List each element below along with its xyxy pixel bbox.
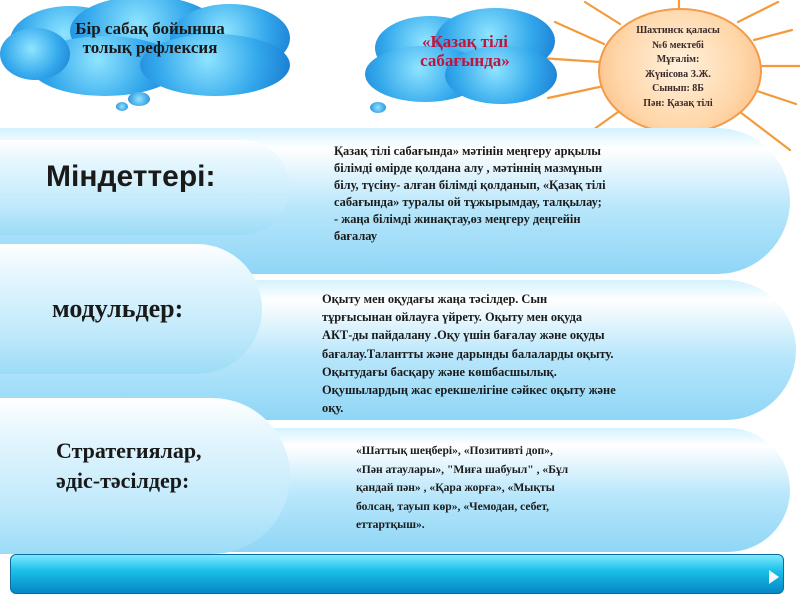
strategies-line: «Шаттық шеңбері», «Позитивті доп», <box>356 444 553 457</box>
sun-ray <box>738 2 778 22</box>
modules-line: бағалау.Талантты және дарынды балаларды оқыту. <box>322 346 614 361</box>
info-line: Мұғалім: <box>656 54 700 65</box>
tasks-content <box>334 143 606 245</box>
cloud-bubble <box>116 102 128 111</box>
strategies-line: қандай пән» , «Қара жорға», «Мықты <box>356 481 555 494</box>
strategies-line: еттартқыш». <box>356 518 425 531</box>
modules-line: тұрғысынан ойлауға үйрету. Оқыту мен оқуда <box>322 310 583 325</box>
strategies-line: «Пән атаулары», "Миға шабуыл" , «Бұл <box>356 462 569 476</box>
modules-line: АКТ-ды пайдалану .Оқу үшін бағалау және оқуды <box>322 328 605 343</box>
next-arrow-icon[interactable] <box>769 570 779 584</box>
strategies-label-line-1: Стратегиялар, <box>56 438 202 463</box>
lesson-line-2: сабағында» <box>420 50 510 70</box>
strategies-line: болсаң, тауып көр», «Чемодан, себет, <box>356 499 550 513</box>
cloud-bubble <box>128 92 150 106</box>
sun-ray <box>754 30 792 40</box>
info-line: Сынып: 8Б <box>652 83 704 94</box>
sun-ray <box>754 90 796 104</box>
modules-line: Оқытудағы басқару және көшбасшылық. <box>322 364 557 379</box>
modules-line: Оқыту мен оқудағы жаңа тәсілдер. Сын <box>322 292 548 306</box>
sun-ray <box>585 2 620 24</box>
info-line: №6 мектебі <box>652 39 704 51</box>
title-line-2: толық рефлексия <box>82 37 218 57</box>
cloud-bubble <box>370 102 386 113</box>
tasks-line: білу, түсіну- алған білімді қолданып, «Қазақ тілі <box>334 178 606 192</box>
info-text <box>610 24 746 111</box>
modules-content <box>322 290 616 417</box>
tasks-line: білімді өмірде қолдана алу , мәтіннің мазмұнын <box>334 161 603 175</box>
tasks-line: бағалау <box>334 229 378 243</box>
modules-line: Оқушылардың жас ерекшелігіне сәйкес оқыту және <box>322 383 616 398</box>
info-line: Пән: Қазақ тілі <box>643 97 713 109</box>
tasks-line: - жаңа білімді жинақтау,өз меңгеру деңгейін <box>334 212 581 226</box>
info-line: Шахтинск қаласы <box>636 25 720 36</box>
tasks-line: сабағында» туралы ой тұжырымдау, талқылау; <box>334 195 602 209</box>
strategies-content <box>356 442 568 535</box>
lesson-cloud-text <box>380 33 550 70</box>
tasks-label: Міндеттері: <box>46 160 216 193</box>
modules-line: оқу. <box>322 401 344 416</box>
title-line-1: Бір сабақ бойынша <box>75 19 225 38</box>
strategies-label-line-2: әдіс-тәсілдер: <box>56 468 190 493</box>
bottom-bar <box>10 554 784 594</box>
info-line: Жүнісова З.Ж. <box>645 68 711 80</box>
title-cloud-text <box>50 20 250 57</box>
modules-label: модульдер: <box>52 294 184 323</box>
tasks-line: Қазақ тілі сабағында» мәтінін меңгеру арқылы <box>334 144 601 158</box>
strategies-label <box>56 436 202 496</box>
lesson-line-1: «Қазақ тілі <box>421 32 509 51</box>
